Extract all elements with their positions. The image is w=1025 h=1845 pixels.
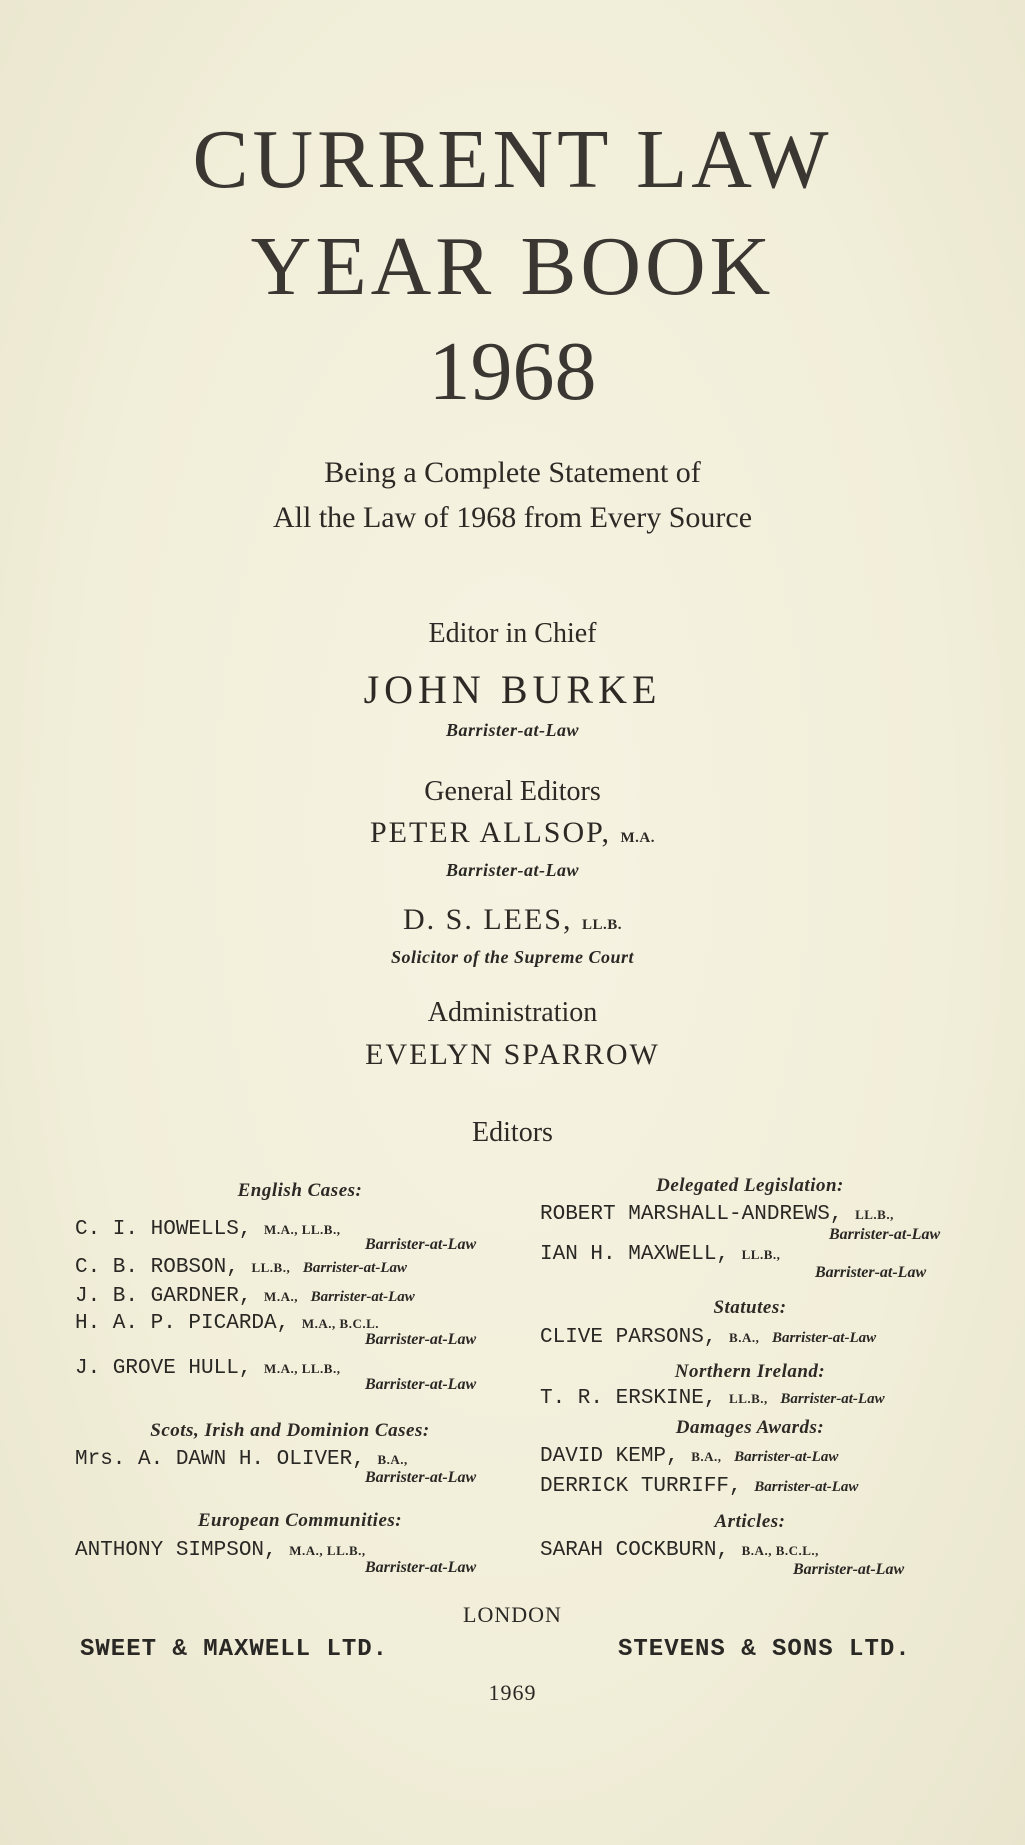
editor-marshall-andrews: ROBERT MARSHALL-ANDREWS, LL.B.,	[540, 1203, 894, 1226]
administration-label: Administration	[427, 997, 598, 1028]
subtitle-source: Source	[661, 501, 753, 534]
editor-in-chief-label: Editor in Chief	[428, 618, 597, 649]
simpson-role: Barrister-at-Law	[365, 1559, 477, 1576]
editor-erskine: T. R. ERSKINE, LL.B., Barrister-at-Law	[540, 1387, 885, 1410]
editor-kemp: DAVID KEMP, B.A., Barrister-at-Law	[540, 1445, 839, 1468]
imprint-city: LONDON	[463, 1602, 562, 1627]
editor-picarda: H. A. P. PICARDA, M.A., B.C.L.	[75, 1312, 379, 1335]
editors-label: Editors	[472, 1117, 553, 1148]
subtitle-middle: the Law of 1968 from	[311, 501, 590, 534]
editor-howells: C. I. HOWELLS, M.A., LL.B.,	[75, 1218, 341, 1241]
subtitle-all: All	[272, 501, 312, 534]
editor-maxwell: IAN H. MAXWELL, LL.B.,	[540, 1243, 781, 1266]
marshall-andrews-role: Barrister-at-Law	[829, 1226, 941, 1243]
articles-heading: Articles:	[714, 1511, 786, 1532]
editor-in-chief-role: Barrister-at-Law	[445, 720, 579, 740]
maxwell-role: Barrister-at-Law	[815, 1264, 927, 1281]
scots-cases-heading: Scots, Irish and Dominion Cases:	[150, 1420, 430, 1441]
hull-role: Barrister-at-Law	[365, 1376, 477, 1393]
editor-cockburn: SARAH COCKBURN, B.A., B.C.L.,	[540, 1539, 819, 1562]
allsop-name: PETER ALLSOP,	[369, 816, 612, 849]
editor-simpson: ANTHONY SIMPSON, M.A., LL.B.,	[75, 1539, 366, 1562]
subtitle-line2	[0, 503, 1025, 533]
lees-name: D. S. LEES,	[402, 903, 573, 936]
delegated-heading: Delegated Legislation:	[656, 1175, 844, 1196]
editor-robson: C. B. ROBSON, LL.B., Barrister-at-Law	[75, 1256, 407, 1279]
editor-gardner: J. B. GARDNER, M.A., Barrister-at-Law	[75, 1285, 415, 1308]
subtitle-line1: Being a Complete Statement of	[324, 456, 701, 489]
lees-quals: LL.B.	[582, 917, 623, 933]
book-title-line1: CURRENT LAW	[192, 113, 833, 206]
northern-ireland-heading: Northern Ireland:	[674, 1361, 826, 1382]
editor-turriff: DERRICK TURRIFF, Barrister-at-Law	[540, 1475, 859, 1498]
editor-hull: J. GROVE HULL, M.A., LL.B.,	[75, 1357, 341, 1380]
lees-role: Solicitor of the Supreme Court	[390, 947, 635, 967]
imprint-publisher-stevens: STEVENS & SONS LTD.	[618, 1636, 911, 1663]
allsop-quals: M.A.	[620, 830, 656, 846]
howells-role: Barrister-at-Law	[365, 1236, 477, 1253]
statutes-heading: Statutes:	[713, 1297, 787, 1318]
book-title-line2: YEAR BOOK	[250, 220, 775, 313]
damages-heading: Damages Awards:	[675, 1417, 825, 1438]
imprint-year: 1969	[488, 1680, 537, 1705]
picarda-role: Barrister-at-Law	[365, 1331, 477, 1348]
book-year: 1968	[428, 325, 597, 418]
english-cases-heading: English Cases:	[237, 1180, 363, 1201]
imprint-publisher-sweet-maxwell: SWEET & MAXWELL LTD.	[80, 1636, 389, 1663]
general-editors-label: General Editors	[424, 776, 601, 807]
editor-in-chief-name: JOHN BURKE	[363, 667, 662, 712]
allsop-role: Barrister-at-Law	[445, 860, 579, 880]
cockburn-role: Barrister-at-Law	[793, 1561, 905, 1578]
editor-parsons: CLIVE PARSONS, B.A., Barrister-at-Law	[540, 1326, 877, 1349]
general-editor-lees	[0, 903, 1025, 937]
administration-name: EVELYN SPARROW	[365, 1038, 660, 1071]
european-heading: European Communities:	[197, 1510, 403, 1531]
oliver-role: Barrister-at-Law	[365, 1469, 477, 1486]
subtitle-every: Every	[589, 501, 662, 534]
editor-oliver: Mrs. A. DAWN H. OLIVER, B.A.,	[75, 1448, 408, 1471]
general-editor-allsop	[0, 816, 1025, 850]
